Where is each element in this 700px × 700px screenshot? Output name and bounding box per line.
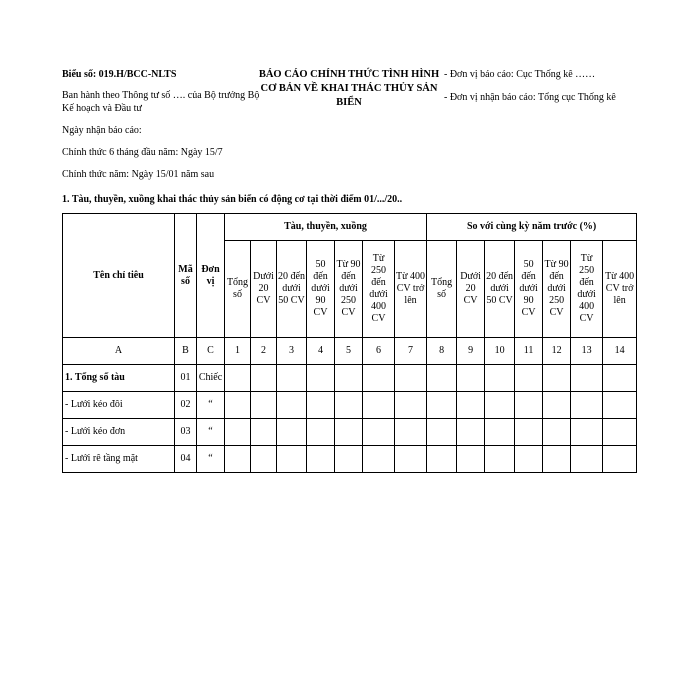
column-index: C [197,338,225,365]
subheader-vessels-5: Từ 90 đến dưới 250 CV [335,241,363,338]
value-cell[interactable] [225,419,251,446]
column-index: 1 [225,338,251,365]
value-cell[interactable] [457,365,485,392]
value-cell[interactable] [603,392,637,419]
value-cell[interactable] [363,419,395,446]
column-index: 4 [307,338,335,365]
report-table [62,213,637,473]
value-cell[interactable] [571,392,603,419]
row-code: 03 [175,419,197,446]
value-cell[interactable] [515,419,543,446]
subheader-vessels-4: 50 đến dưới 90 CV [307,241,335,338]
value-cell[interactable] [457,446,485,473]
value-cell[interactable] [307,365,335,392]
column-index-row [63,338,637,365]
table-row [63,419,637,446]
subheader-yoy-7: Từ 400 CV trở lên [603,241,637,338]
subheader-vessels-6: Từ 250 đến dưới 400 CV [363,241,395,338]
column-index: 10 [485,338,515,365]
value-cell[interactable] [277,392,307,419]
subheader-yoy-4: 50 đến dưới 90 CV [515,241,543,338]
row-unit: “ [197,419,225,446]
subheader-vessels-2: Dưới 20 CV [251,241,277,338]
value-cell[interactable] [427,446,457,473]
column-index: B [175,338,197,365]
value-cell[interactable] [363,446,395,473]
header-right [444,68,694,114]
column-index: 7 [395,338,427,365]
value-cell[interactable] [571,446,603,473]
column-index: 13 [571,338,603,365]
value-cell[interactable] [543,392,571,419]
row-unit: Chiếc [197,365,225,392]
subheader-vessels-7: Từ 400 CV trở lên [395,241,427,338]
report-title-line-1: BÁO CÁO CHÍNH THỨC TÌNH HÌNH [258,69,440,80]
value-cell[interactable] [335,392,363,419]
column-index: 11 [515,338,543,365]
value-cell[interactable] [251,365,277,392]
header-left [62,68,262,190]
value-cell[interactable] [571,419,603,446]
receiving-unit-text: - Đơn vị nhận báo cáo: Tổng cục Thống kê [444,92,616,103]
value-cell[interactable] [515,446,543,473]
row-unit: “ [197,446,225,473]
group-header-yoy: So với cùng kỳ năm trước (%) [427,214,637,241]
value-cell[interactable] [277,419,307,446]
value-cell[interactable] [427,392,457,419]
column-index: A [63,338,175,365]
value-cell[interactable] [603,446,637,473]
value-cell[interactable] [485,365,515,392]
value-cell[interactable] [251,419,277,446]
col-header-code: Mã số [175,214,197,338]
official-year-text: Chính thức năm: Ngày 15/01 năm sau [62,169,215,180]
value-cell[interactable] [457,419,485,446]
row-code: 01 [175,365,197,392]
value-cell[interactable] [277,365,307,392]
value-cell[interactable] [277,446,307,473]
value-cell[interactable] [485,446,515,473]
form-code: Biểu số: 019.H/BCC-NLTS [62,69,177,80]
value-cell[interactable] [335,446,363,473]
value-cell[interactable] [307,392,335,419]
value-cell[interactable] [225,392,251,419]
row-name: - Lưới kéo đôi [63,392,175,419]
column-index: 3 [277,338,307,365]
value-cell[interactable] [427,365,457,392]
column-index: 2 [251,338,277,365]
report-title [254,68,444,110]
table-row [63,365,637,392]
value-cell[interactable] [395,392,427,419]
subheader-yoy-3: 20 đến dưới 50 CV [485,241,515,338]
value-cell[interactable] [225,446,251,473]
value-cell[interactable] [251,446,277,473]
col-header-name: Tên chỉ tiêu [63,214,175,338]
reporting-unit-text: - Đơn vị báo cáo: Cục Thống kê …… [444,69,596,80]
row-code: 04 [175,446,197,473]
value-cell[interactable] [335,419,363,446]
value-cell[interactable] [395,446,427,473]
subheader-yoy-2: Dưới 20 CV [457,241,485,338]
value-cell[interactable] [307,419,335,446]
value-cell[interactable] [427,419,457,446]
row-name: - Lưới rê tầng mặt [63,446,175,473]
issued-by-text: Ban hành theo Thông tư số …. của Bộ trưởng Bộ Kế hoạch và Đầu tư [62,90,260,114]
value-cell[interactable] [603,365,637,392]
subheader-yoy-1: Tổng số [427,241,457,338]
value-cell[interactable] [335,365,363,392]
value-cell[interactable] [515,392,543,419]
value-cell[interactable] [571,365,603,392]
value-cell[interactable] [225,365,251,392]
column-index: 6 [363,338,395,365]
subheader-vessels-1: Tổng số [225,241,251,338]
value-cell[interactable] [395,419,427,446]
value-cell[interactable] [543,446,571,473]
subheader-vessels-3: 20 đến dưới 50 CV [277,241,307,338]
value-cell[interactable] [307,446,335,473]
subheader-yoy-6: Từ 250 đến dưới 400 CV [571,241,603,338]
value-cell[interactable] [485,392,515,419]
row-name: 1. Tổng số tàu [63,365,175,392]
value-cell[interactable] [363,365,395,392]
received-date-text: Ngày nhận báo cáo: [62,125,142,136]
row-unit: “ [197,392,225,419]
section-title: 1. Tàu, thuyền, xuồng khai thác thủy sản biển có động cơ tại thời điểm 01/.../20.. [62,194,403,205]
column-index: 8 [427,338,457,365]
value-cell[interactable] [395,365,427,392]
column-index: 14 [603,338,637,365]
value-cell[interactable] [543,419,571,446]
subheader-yoy-5: Từ 90 đến dưới 250 CV [543,241,571,338]
value-cell[interactable] [603,419,637,446]
report-title-line-2: CƠ BẢN VỀ KHAI THÁC THỦY SẢN [260,83,438,94]
value-cell[interactable] [485,419,515,446]
column-index: 9 [457,338,485,365]
report-title-line-3: BIỂN [336,97,362,108]
group-header-vessels: Tàu, thuyền, xuồng [225,214,427,241]
table-row [63,392,637,419]
table-row [63,446,637,473]
row-name: - Lưới kéo đơn [63,419,175,446]
value-cell[interactable] [457,392,485,419]
value-cell[interactable] [543,365,571,392]
value-cell[interactable] [363,392,395,419]
col-header-unit: Đơn vị [197,214,225,338]
value-cell[interactable] [515,365,543,392]
value-cell[interactable] [251,392,277,419]
column-index: 12 [543,338,571,365]
official-6-months-text: Chính thức 6 tháng đầu năm: Ngày 15/7 [62,147,223,158]
column-index: 5 [335,338,363,365]
row-code: 02 [175,392,197,419]
